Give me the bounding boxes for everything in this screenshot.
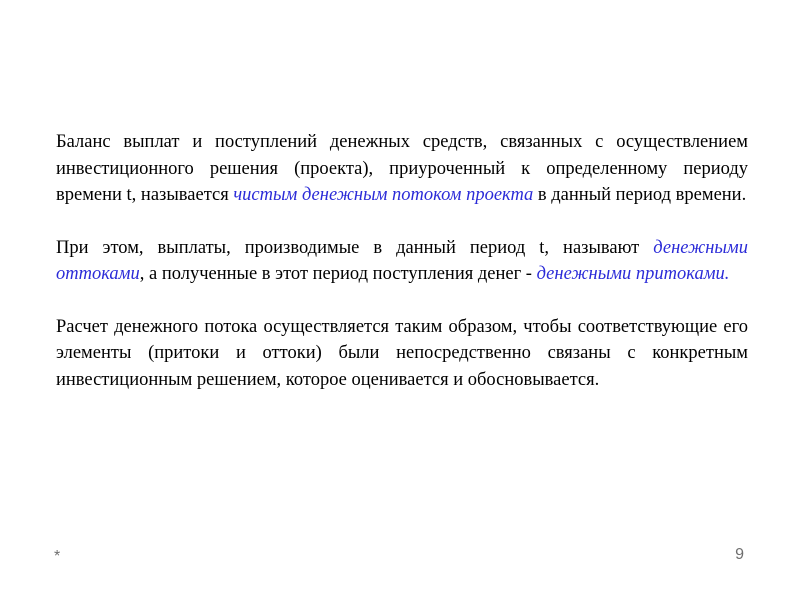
paragraph-outflows-inflows — [56, 235, 748, 288]
paragraph-calculation — [56, 314, 748, 394]
paragraph-2-text-before: При этом, выплаты, производимые в данный период t, называют — [56, 237, 654, 258]
term-net-cash-flow: чистым денежным потоком проекта — [233, 185, 534, 205]
paragraph-1-text-before: Баланс выплат и поступлений денежных средств, связанных с осуществлением инвестиционного решения (проекта), приуроченный к определенному периоду времени t, называется — [56, 132, 748, 205]
footer-marker: * — [54, 548, 61, 565]
term-cash-inflows: денежными притоками. — [536, 264, 730, 284]
term-cash-outflows: денежными оттоками — [56, 237, 748, 284]
paragraph-2-text-middle: , а полученные в этот период поступления денег - — [139, 264, 537, 284]
paragraph-3-text: Расчет денежного потока осуществляется таким образом, чтобы соответствующие его элементы (притоки и оттоки) были непосредственно связаны с конкретным инвестиционным решением, которое оценивается и обосновывается. — [56, 316, 748, 390]
paragraph-net-cash-flow — [56, 129, 748, 209]
paragraph-1-text-after: в данный период времени. — [533, 185, 747, 205]
slide-content — [56, 129, 748, 393]
page-number: 9 — [735, 546, 744, 563]
